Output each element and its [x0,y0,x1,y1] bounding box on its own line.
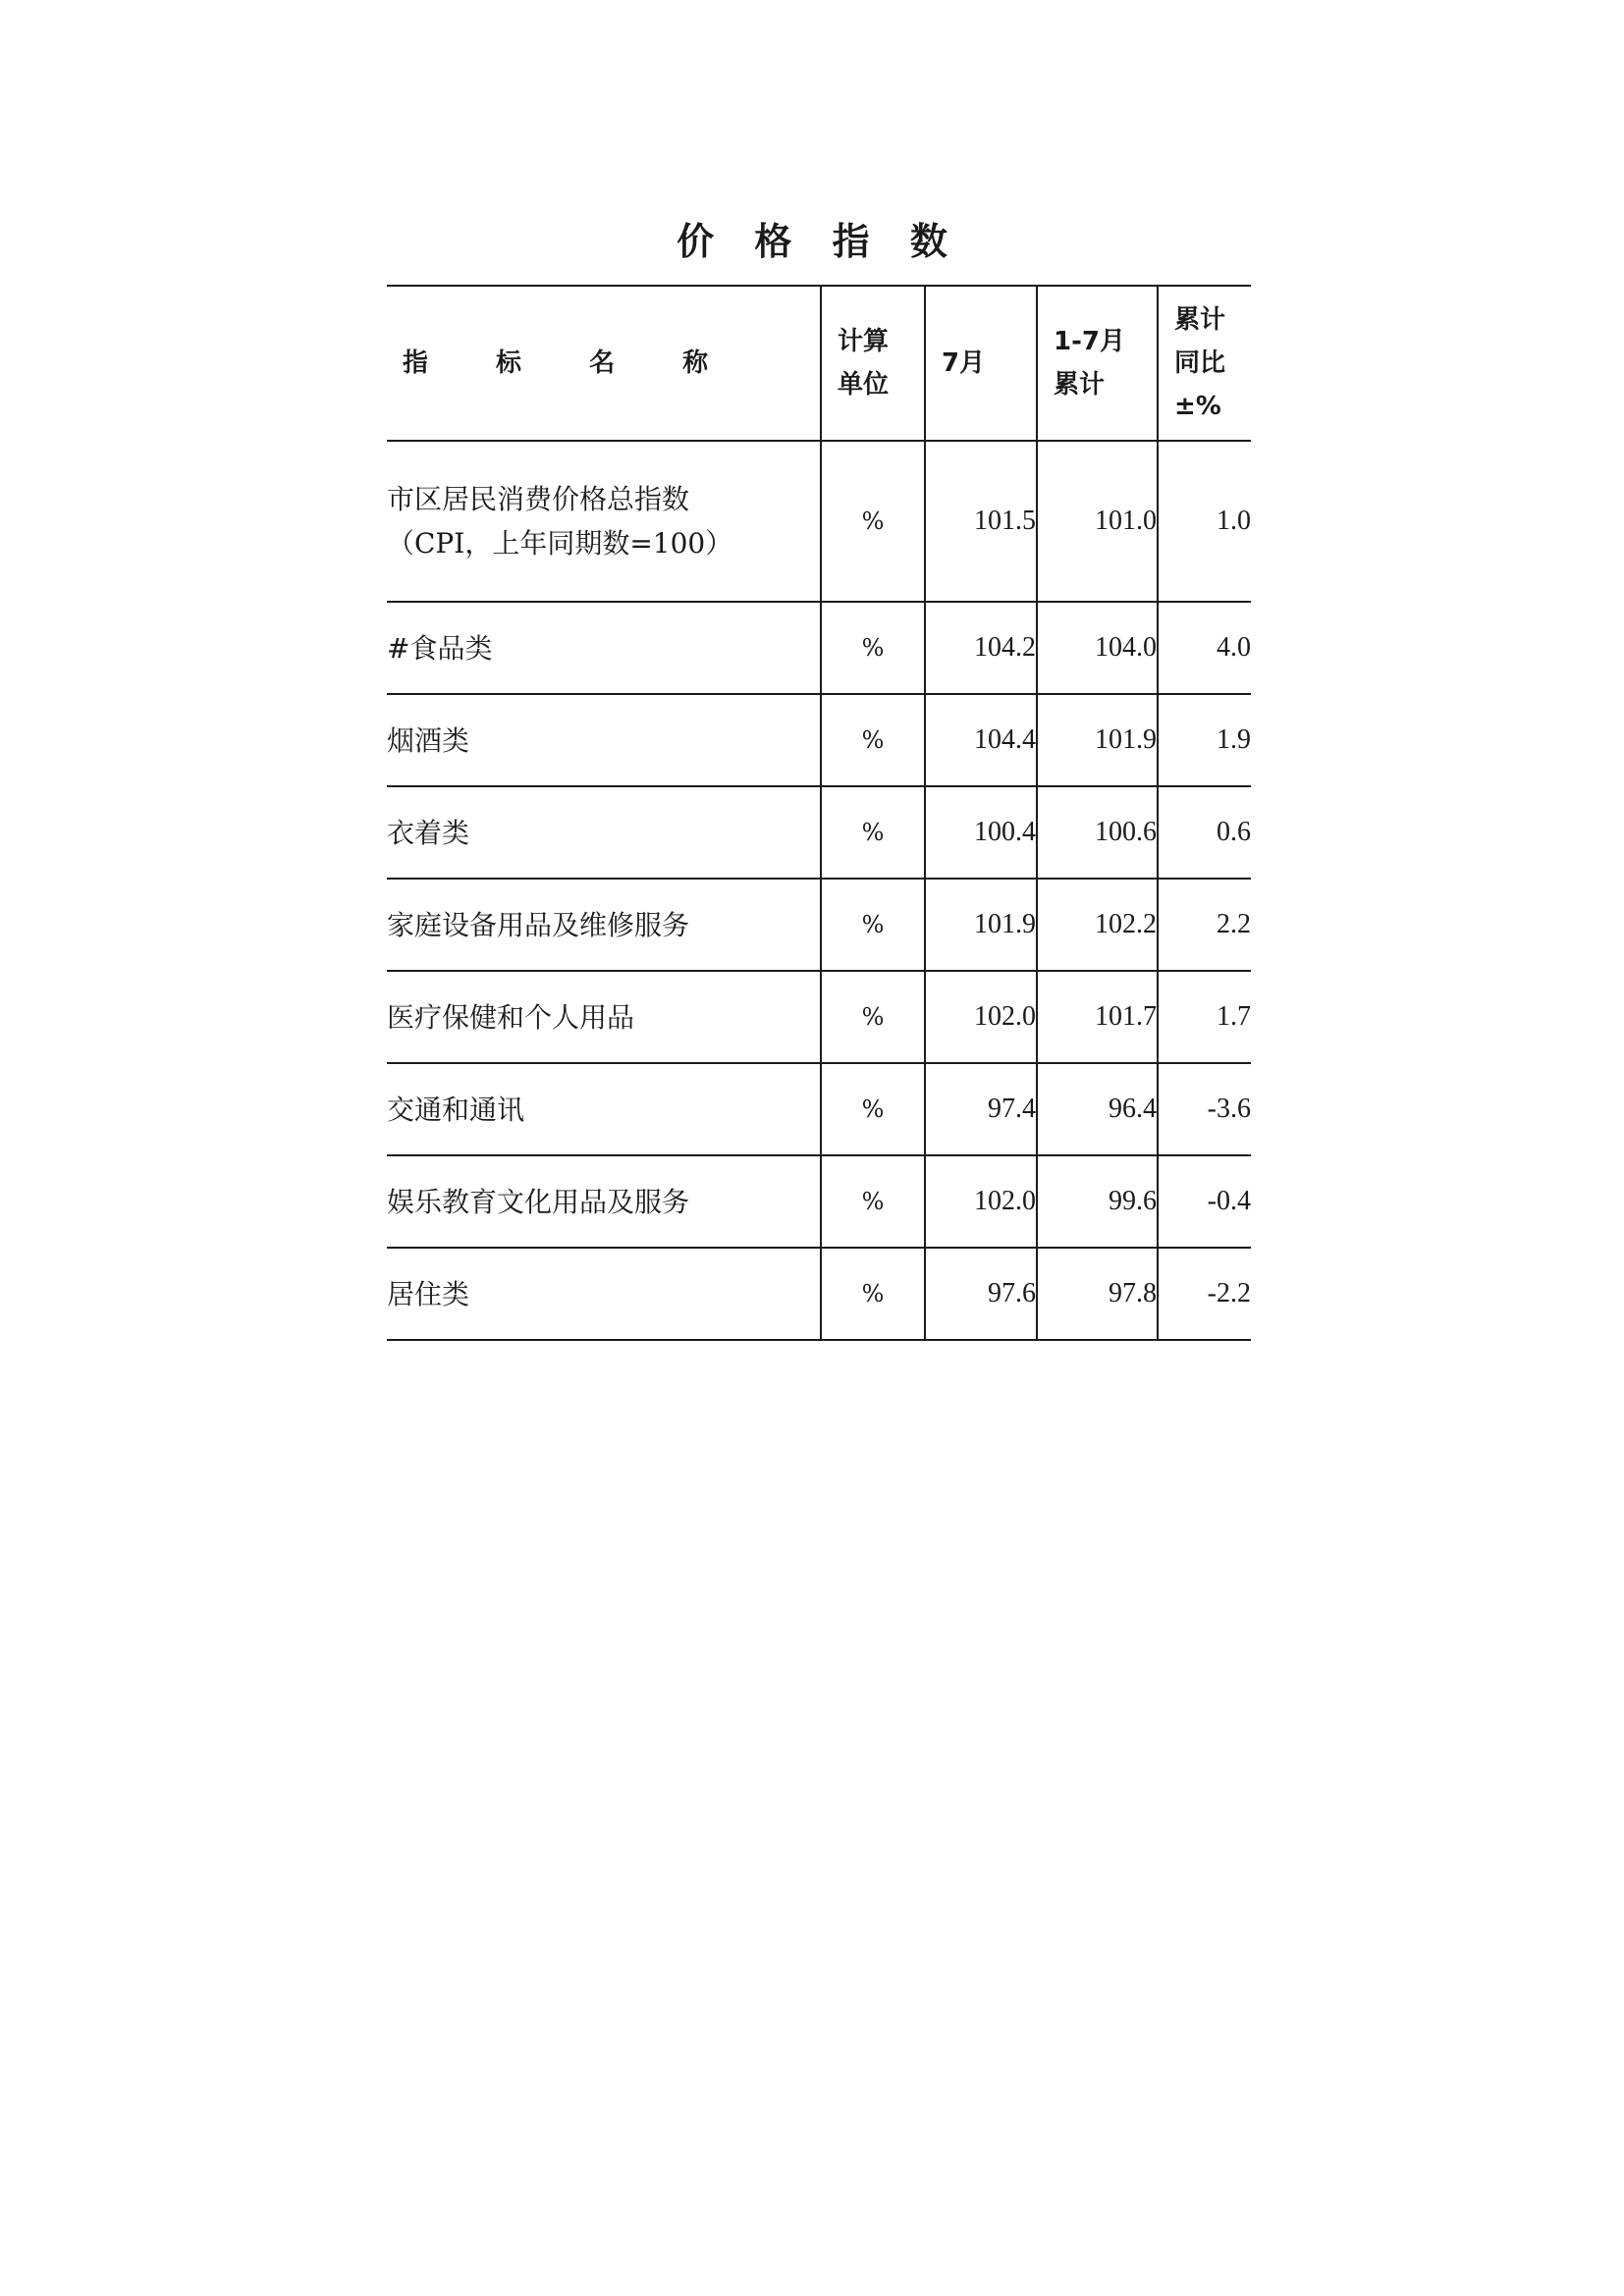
header-unit-line1: 计算 [838,327,890,356]
row-cumulative-value: 97.8 [1037,1248,1158,1340]
row-cumulative-value: 101.7 [1037,971,1158,1063]
row-month-value: 100.4 [925,786,1037,879]
row-name-line1: 市区居民消费价格总指数 [387,483,690,515]
price-index-table [387,285,1251,1341]
row-name: 娱乐教育文化用品及服务 [387,1155,821,1248]
row-yoy-value: 2.2 [1158,879,1251,971]
row-yoy-value: 1.9 [1158,694,1251,786]
row-unit: % [821,441,925,602]
row-name-line2: （CPI，上年同期数=100） [387,527,733,560]
row-cumulative-value: 99.6 [1037,1155,1158,1248]
row-yoy-value: 4.0 [1158,602,1251,694]
row-unit: % [821,786,925,879]
header-cumulative [1037,286,1158,441]
row-cumulative-value: 102.2 [1037,879,1158,971]
row-month-value: 101.9 [925,879,1037,971]
header-unit-line2: 单位 [838,370,890,400]
row-month-value: 97.4 [925,1063,1037,1155]
row-name: 家庭设备用品及维修服务 [387,879,821,971]
row-yoy-value: -3.6 [1158,1063,1251,1155]
row-cumulative-value: 101.9 [1037,694,1158,786]
row-month-value: 102.0 [925,971,1037,1063]
header-yoy [1158,286,1251,441]
row-cumulative-value: 100.6 [1037,786,1158,879]
row-name [387,441,821,602]
row-unit: % [821,1155,925,1248]
row-name: #食品类 [387,602,821,694]
row-name: 交通和通讯 [387,1063,821,1155]
table-row [387,971,1251,1063]
row-unit: % [821,971,925,1063]
row-name: 烟酒类 [387,694,821,786]
row-unit: % [821,694,925,786]
header-month-label: 7月 [942,348,986,378]
row-month-value: 102.0 [925,1155,1037,1248]
row-yoy-value: 0.6 [1158,786,1251,879]
page-title: 价 格 指 数 [677,220,961,263]
row-month-value: 101.5 [925,441,1037,602]
row-month-value: 104.2 [925,602,1037,694]
row-yoy-value: -0.4 [1158,1155,1251,1248]
row-cumulative-value: 101.0 [1037,441,1158,602]
row-month-value: 104.4 [925,694,1037,786]
table-row [387,1248,1251,1340]
table-row [387,1063,1251,1155]
table-row [387,602,1251,694]
row-cumulative-value: 104.0 [1037,602,1158,694]
row-yoy-value: 1.7 [1158,971,1251,1063]
row-name: 居住类 [387,1248,821,1340]
header-indicator-name: 指 标 名 称 [387,286,821,441]
row-unit: % [821,1248,925,1340]
row-cumulative-value: 96.4 [1037,1063,1158,1155]
table-row [387,694,1251,786]
row-unit: % [821,602,925,694]
header-unit [821,286,925,441]
header-cumulative-line1: 1-7月 [1054,327,1125,356]
table-header-row [387,286,1251,441]
row-yoy-value: 1.0 [1158,441,1251,602]
row-name: 医疗保健和个人用品 [387,971,821,1063]
header-yoy-line2: 同比 [1174,348,1226,378]
header-yoy-line3: ±% [1174,392,1221,421]
row-unit: % [821,1063,925,1155]
row-month-value: 97.6 [925,1248,1037,1340]
row-unit: % [821,879,925,971]
header-month [925,286,1037,441]
header-yoy-line1: 累计 [1174,305,1226,335]
table-row [387,1155,1251,1248]
table-row [387,879,1251,971]
header-cumulative-line2: 累计 [1054,370,1106,400]
row-name: 衣着类 [387,786,821,879]
row-yoy-value: -2.2 [1158,1248,1251,1340]
table-row [387,786,1251,879]
table-row [387,441,1251,602]
